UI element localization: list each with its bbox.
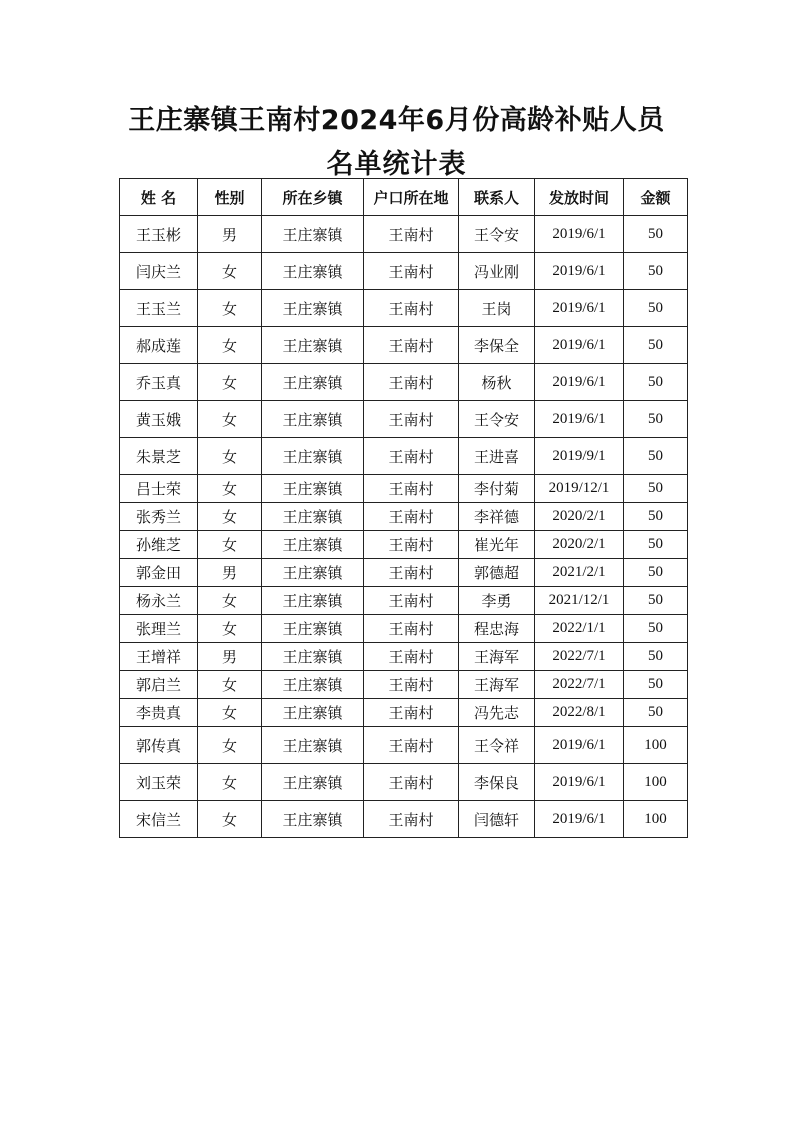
cell-amount: 50 bbox=[624, 290, 688, 327]
cell-contact: 王令安 bbox=[459, 216, 535, 253]
cell-amount: 50 bbox=[624, 559, 688, 587]
table-row bbox=[120, 216, 688, 253]
cell-township: 王庄寨镇 bbox=[262, 253, 364, 290]
cell-amount: 100 bbox=[624, 764, 688, 801]
cell-township: 王庄寨镇 bbox=[262, 438, 364, 475]
cell-amount: 50 bbox=[624, 671, 688, 699]
cell-date: 2019/6/1 bbox=[535, 764, 624, 801]
table-row bbox=[120, 764, 688, 801]
cell-date: 2019/6/1 bbox=[535, 216, 624, 253]
table-row bbox=[120, 699, 688, 727]
cell-contact: 李勇 bbox=[459, 587, 535, 615]
cell-amount: 100 bbox=[624, 727, 688, 764]
cell-name: 朱景芝 bbox=[120, 438, 198, 475]
cell-gender: 男 bbox=[198, 559, 262, 587]
cell-name: 王玉彬 bbox=[120, 216, 198, 253]
cell-amount: 50 bbox=[624, 364, 688, 401]
cell-date: 2021/12/1 bbox=[535, 587, 624, 615]
cell-amount: 50 bbox=[624, 587, 688, 615]
cell-amount: 50 bbox=[624, 643, 688, 671]
table-row bbox=[120, 587, 688, 615]
cell-name: 刘玉荣 bbox=[120, 764, 198, 801]
cell-date: 2022/1/1 bbox=[535, 615, 624, 643]
cell-name: 李贵真 bbox=[120, 699, 198, 727]
cell-contact: 郭德超 bbox=[459, 559, 535, 587]
cell-name: 吕士荣 bbox=[120, 475, 198, 503]
cell-gender: 女 bbox=[198, 438, 262, 475]
table-row bbox=[120, 438, 688, 475]
document-title-line1: 王庄寨镇王南村2024年6月份高龄补贴人员 bbox=[128, 105, 665, 136]
cell-gender: 男 bbox=[198, 643, 262, 671]
cell-gender: 女 bbox=[198, 801, 262, 838]
cell-name: 黄玉娥 bbox=[120, 401, 198, 438]
table-body bbox=[120, 216, 688, 838]
cell-hukou: 王南村 bbox=[364, 438, 459, 475]
cell-hukou: 王南村 bbox=[364, 531, 459, 559]
table-row bbox=[120, 531, 688, 559]
table-row bbox=[120, 559, 688, 587]
cell-gender: 女 bbox=[198, 764, 262, 801]
document-title-line2: 名单统计表 bbox=[326, 149, 467, 180]
cell-gender: 女 bbox=[198, 727, 262, 764]
cell-gender: 女 bbox=[198, 364, 262, 401]
cell-hukou: 王南村 bbox=[364, 503, 459, 531]
cell-gender: 女 bbox=[198, 253, 262, 290]
cell-township: 王庄寨镇 bbox=[262, 671, 364, 699]
column-header-name: 姓 名 bbox=[120, 179, 198, 216]
cell-hukou: 王南村 bbox=[364, 401, 459, 438]
cell-township: 王庄寨镇 bbox=[262, 475, 364, 503]
cell-date: 2019/6/1 bbox=[535, 401, 624, 438]
cell-date: 2019/6/1 bbox=[535, 364, 624, 401]
column-header-hukou: 户口所在地 bbox=[364, 179, 459, 216]
cell-name: 郭传真 bbox=[120, 727, 198, 764]
cell-date: 2021/2/1 bbox=[535, 559, 624, 587]
cell-contact: 李祥德 bbox=[459, 503, 535, 531]
cell-name: 杨永兰 bbox=[120, 587, 198, 615]
cell-hukou: 王南村 bbox=[364, 253, 459, 290]
column-header-contact: 联系人 bbox=[459, 179, 535, 216]
table-row bbox=[120, 503, 688, 531]
cell-gender: 女 bbox=[198, 531, 262, 559]
cell-gender: 女 bbox=[198, 699, 262, 727]
cell-date: 2022/7/1 bbox=[535, 643, 624, 671]
cell-contact: 李付菊 bbox=[459, 475, 535, 503]
cell-hukou: 王南村 bbox=[364, 615, 459, 643]
cell-contact: 程忠海 bbox=[459, 615, 535, 643]
cell-amount: 50 bbox=[624, 615, 688, 643]
cell-township: 王庄寨镇 bbox=[262, 801, 364, 838]
cell-gender: 女 bbox=[198, 587, 262, 615]
cell-name: 郭金田 bbox=[120, 559, 198, 587]
cell-amount: 50 bbox=[624, 401, 688, 438]
cell-hukou: 王南村 bbox=[364, 327, 459, 364]
column-header-amount: 金额 bbox=[624, 179, 688, 216]
table-row bbox=[120, 727, 688, 764]
cell-name: 宋信兰 bbox=[120, 801, 198, 838]
cell-contact: 王海军 bbox=[459, 671, 535, 699]
cell-amount: 50 bbox=[624, 327, 688, 364]
cell-amount: 50 bbox=[624, 475, 688, 503]
cell-date: 2019/6/1 bbox=[535, 727, 624, 764]
cell-township: 王庄寨镇 bbox=[262, 699, 364, 727]
cell-township: 王庄寨镇 bbox=[262, 327, 364, 364]
cell-contact: 崔光年 bbox=[459, 531, 535, 559]
cell-hukou: 王南村 bbox=[364, 587, 459, 615]
table-row bbox=[120, 475, 688, 503]
table-header-row bbox=[120, 179, 688, 216]
cell-name: 乔玉真 bbox=[120, 364, 198, 401]
table-row bbox=[120, 327, 688, 364]
cell-contact: 李保全 bbox=[459, 327, 535, 364]
cell-amount: 50 bbox=[624, 503, 688, 531]
cell-date: 2022/8/1 bbox=[535, 699, 624, 727]
cell-gender: 女 bbox=[198, 671, 262, 699]
cell-township: 王庄寨镇 bbox=[262, 559, 364, 587]
column-header-date: 发放时间 bbox=[535, 179, 624, 216]
cell-date: 2020/2/1 bbox=[535, 531, 624, 559]
cell-date: 2019/6/1 bbox=[535, 290, 624, 327]
cell-amount: 50 bbox=[624, 438, 688, 475]
cell-gender: 女 bbox=[198, 327, 262, 364]
cell-hukou: 王南村 bbox=[364, 643, 459, 671]
cell-gender: 女 bbox=[198, 615, 262, 643]
cell-township: 王庄寨镇 bbox=[262, 531, 364, 559]
cell-contact: 冯业刚 bbox=[459, 253, 535, 290]
cell-contact: 王海军 bbox=[459, 643, 535, 671]
cell-township: 王庄寨镇 bbox=[262, 401, 364, 438]
cell-hukou: 王南村 bbox=[364, 671, 459, 699]
cell-name: 张理兰 bbox=[120, 615, 198, 643]
cell-township: 王庄寨镇 bbox=[262, 764, 364, 801]
cell-township: 王庄寨镇 bbox=[262, 615, 364, 643]
cell-township: 王庄寨镇 bbox=[262, 587, 364, 615]
cell-gender: 女 bbox=[198, 475, 262, 503]
cell-amount: 50 bbox=[624, 531, 688, 559]
subsidy-roster-table bbox=[119, 178, 688, 838]
cell-hukou: 王南村 bbox=[364, 559, 459, 587]
cell-gender: 男 bbox=[198, 216, 262, 253]
cell-contact: 李保良 bbox=[459, 764, 535, 801]
cell-contact: 王令安 bbox=[459, 401, 535, 438]
column-header-gender: 性别 bbox=[198, 179, 262, 216]
table-row bbox=[120, 801, 688, 838]
cell-date: 2019/6/1 bbox=[535, 327, 624, 364]
cell-contact: 王岗 bbox=[459, 290, 535, 327]
cell-amount: 50 bbox=[624, 216, 688, 253]
cell-township: 王庄寨镇 bbox=[262, 216, 364, 253]
cell-contact: 王进喜 bbox=[459, 438, 535, 475]
cell-name: 张秀兰 bbox=[120, 503, 198, 531]
cell-amount: 50 bbox=[624, 253, 688, 290]
column-header-township: 所在乡镇 bbox=[262, 179, 364, 216]
cell-date: 2019/9/1 bbox=[535, 438, 624, 475]
cell-contact: 闫德轩 bbox=[459, 801, 535, 838]
cell-contact: 王令祥 bbox=[459, 727, 535, 764]
cell-name: 郝成莲 bbox=[120, 327, 198, 364]
table-row bbox=[120, 401, 688, 438]
cell-name: 王玉兰 bbox=[120, 290, 198, 327]
cell-township: 王庄寨镇 bbox=[262, 727, 364, 764]
cell-hukou: 王南村 bbox=[364, 364, 459, 401]
cell-contact: 冯先志 bbox=[459, 699, 535, 727]
cell-contact: 杨秋 bbox=[459, 364, 535, 401]
cell-gender: 女 bbox=[198, 290, 262, 327]
cell-name: 郭启兰 bbox=[120, 671, 198, 699]
table-row bbox=[120, 253, 688, 290]
cell-date: 2019/6/1 bbox=[535, 253, 624, 290]
cell-hukou: 王南村 bbox=[364, 216, 459, 253]
cell-township: 王庄寨镇 bbox=[262, 503, 364, 531]
cell-date: 2022/7/1 bbox=[535, 671, 624, 699]
cell-gender: 女 bbox=[198, 503, 262, 531]
cell-township: 王庄寨镇 bbox=[262, 643, 364, 671]
cell-name: 王增祥 bbox=[120, 643, 198, 671]
cell-amount: 100 bbox=[624, 801, 688, 838]
cell-township: 王庄寨镇 bbox=[262, 290, 364, 327]
cell-gender: 女 bbox=[198, 401, 262, 438]
cell-date: 2019/12/1 bbox=[535, 475, 624, 503]
cell-hukou: 王南村 bbox=[364, 475, 459, 503]
cell-township: 王庄寨镇 bbox=[262, 364, 364, 401]
cell-hukou: 王南村 bbox=[364, 699, 459, 727]
cell-amount: 50 bbox=[624, 699, 688, 727]
cell-hukou: 王南村 bbox=[364, 801, 459, 838]
table-row bbox=[120, 364, 688, 401]
cell-hukou: 王南村 bbox=[364, 290, 459, 327]
cell-hukou: 王南村 bbox=[364, 764, 459, 801]
table-row bbox=[120, 615, 688, 643]
table-row bbox=[120, 671, 688, 699]
cell-name: 孙维芝 bbox=[120, 531, 198, 559]
table-row bbox=[120, 643, 688, 671]
cell-date: 2019/6/1 bbox=[535, 801, 624, 838]
cell-hukou: 王南村 bbox=[364, 727, 459, 764]
cell-date: 2020/2/1 bbox=[535, 503, 624, 531]
table-row bbox=[120, 290, 688, 327]
cell-name: 闫庆兰 bbox=[120, 253, 198, 290]
